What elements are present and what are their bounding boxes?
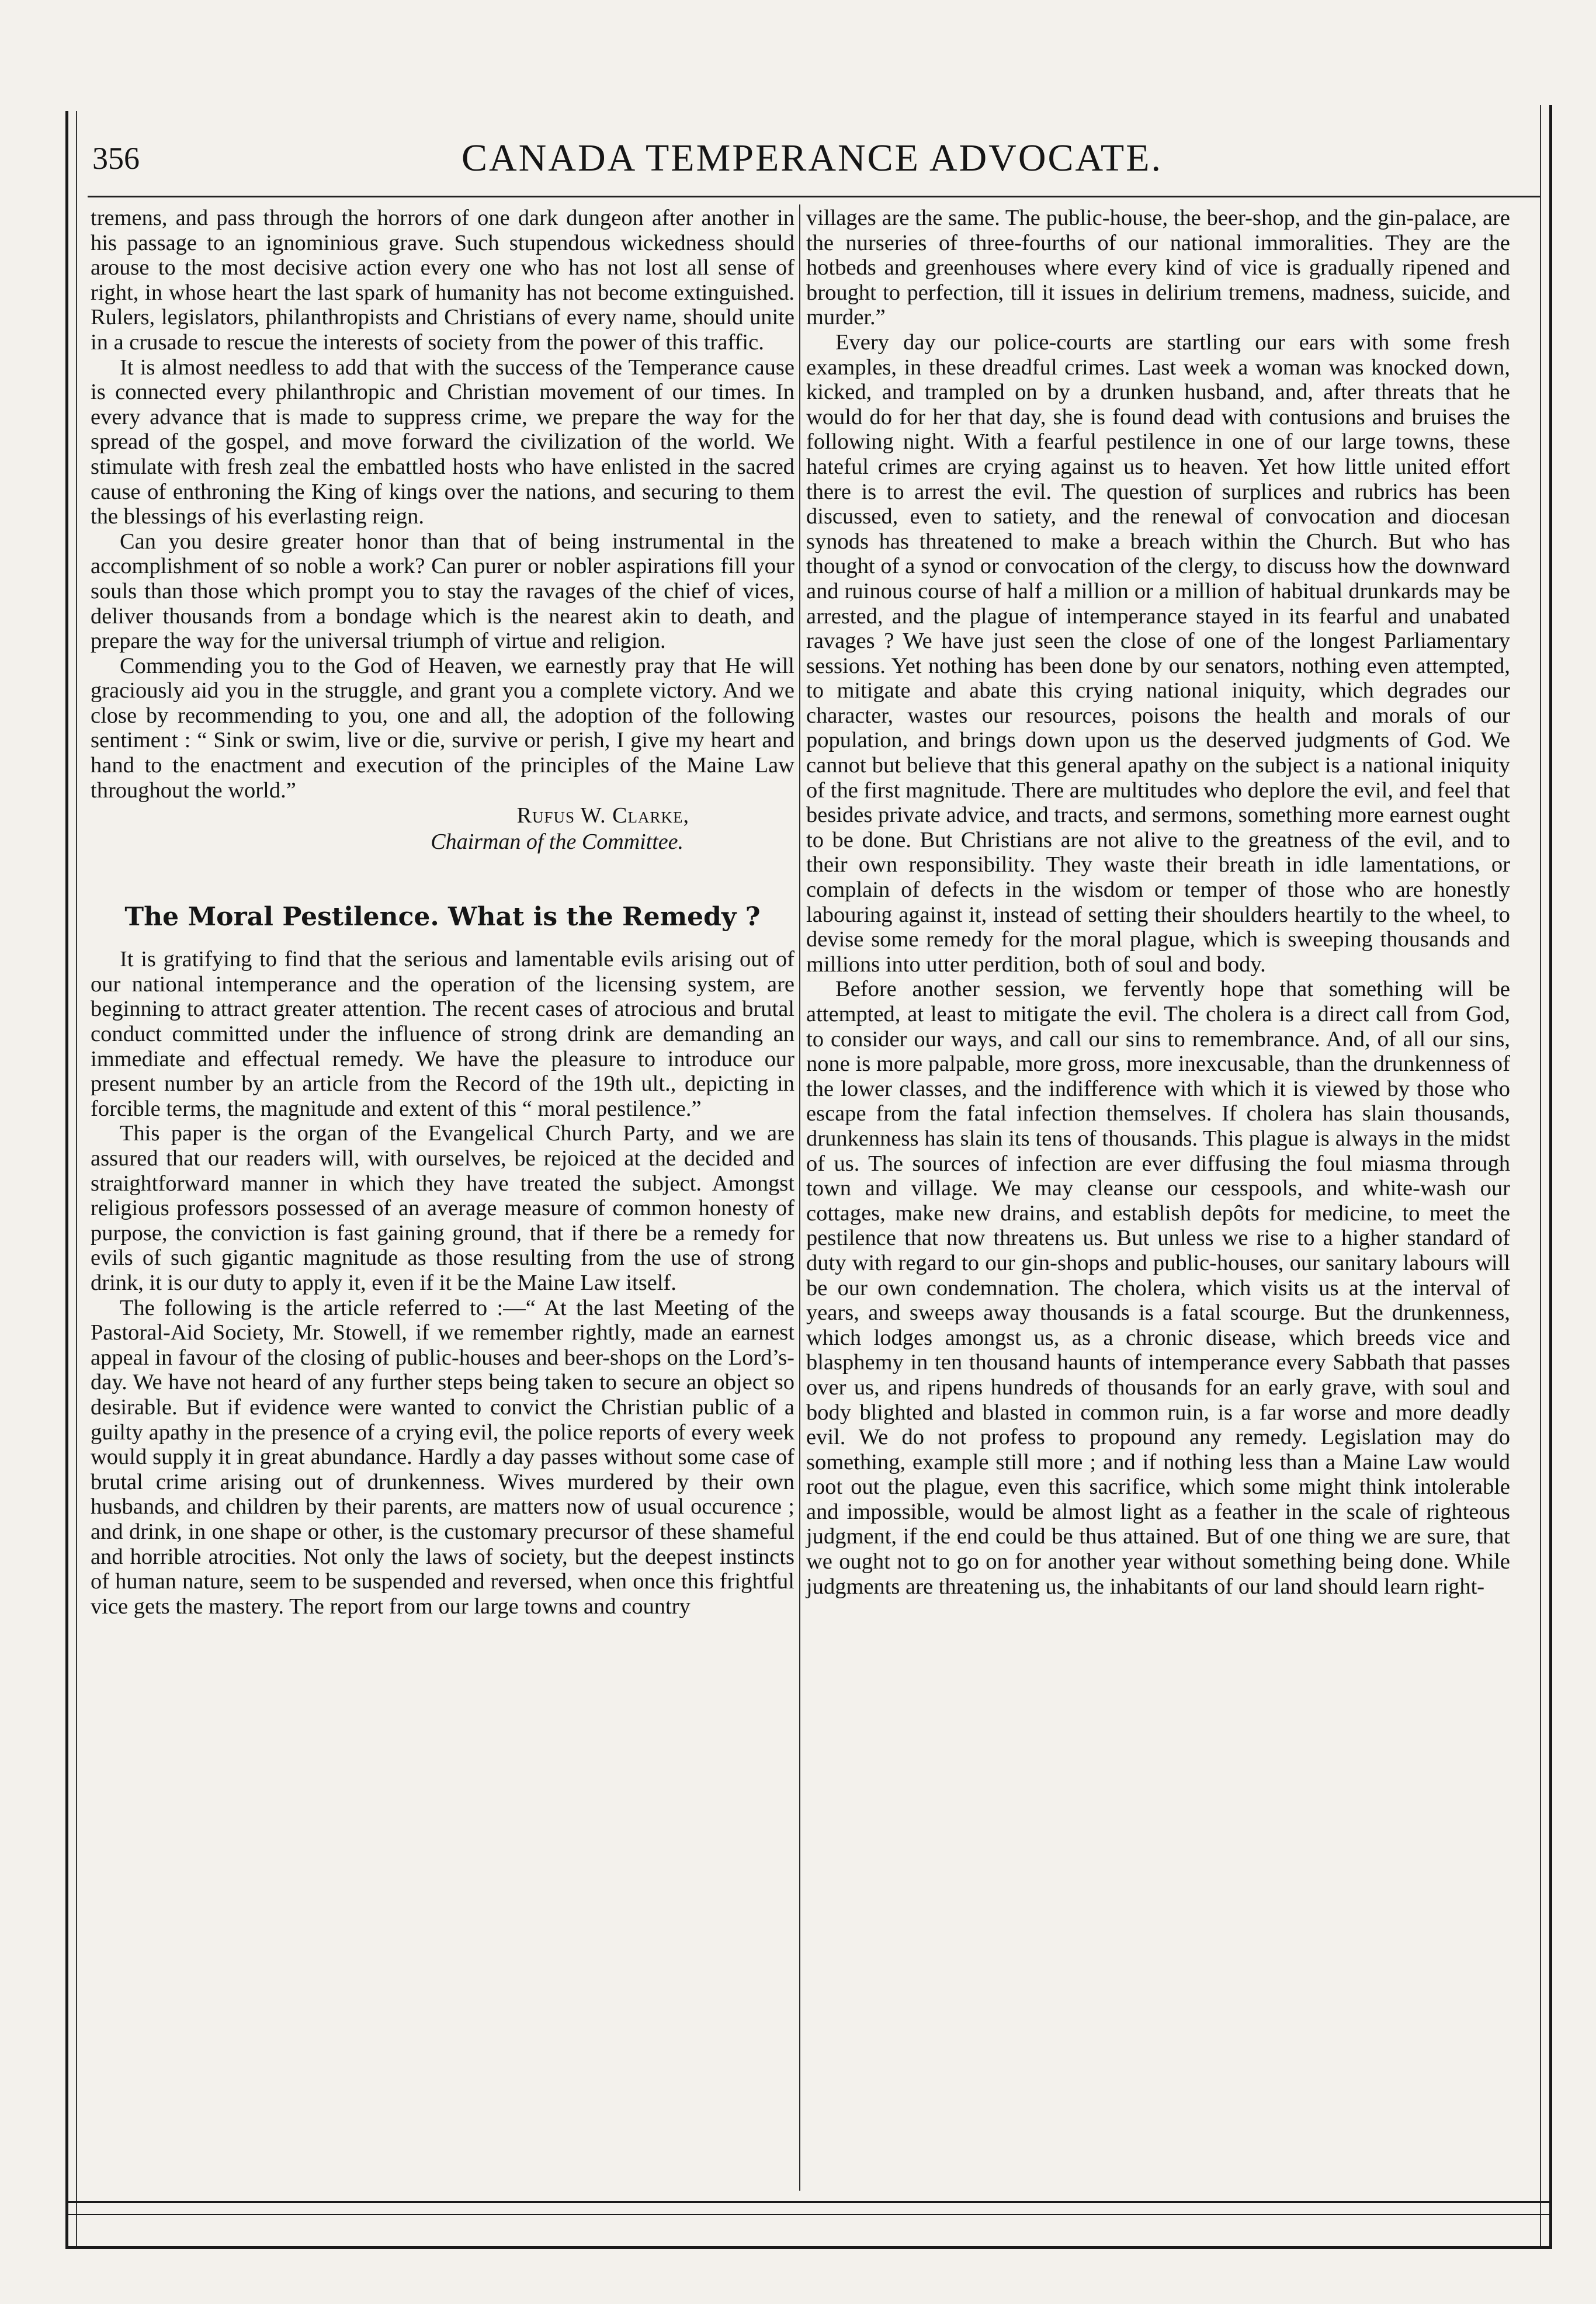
page-header: [88, 131, 1536, 184]
paragraph: It is almost needless to add that with the success of the Temperance cause is connected every philanthropic and Christian movement of our times. In every advance that is made to suppress crime, we prepare the way for the spread of the gospel, and move forward the civilization of the world. We stimulate with fresh zeal the embattled hosts who have enlisted in the sacred cause of enthroning the King of kings over the nations, and securing to them the blessings of his everlasting reign.: [91, 355, 794, 529]
article-heading: The Moral Pestilence. What is the Remedy ?: [124, 902, 761, 932]
signature-block: [91, 803, 794, 855]
paragraph: tremens, and pass through the horrors of one dark dungeon after another in his passage to an ignominious grave. Such stupendous wickedness should arouse to the most decisive action every one who has not lost all sense of right, in whose heart the last spark of humanity has not become extinguished. Rulers, legislators, philanthropists and Christians of every name, should unite in a crusade to rescue the interests of society from the power of this traffic.: [91, 206, 794, 355]
paragraph: Before another session, we fervently hope that something will be attempted, at least to mitigate the evil. The cholera is a direct call from God, to consider our ways, and call our sins to remembrance. And, of all our sins, none is more palpable, more gross, more inexcusable, than the drunkenness of the lower classes, and the indifference with which it is viewed by those who escape from the fatal infection themselves. If cholera has slain thousands, drunkenness has slain its tens of thousands. This plague is always in the midst of us. The sources of infection are ever diffusing the foul miasma through town and village. We may cleanse our cesspools, and white-wash our cottages, make new drains, and establish depôts for medicine, to meet the pestilence that now threatens us. But unless we rise to a higher standard of duty with regard to our gin-shops and public-houses, our sanitary labours will be our own condemnation. The cholera, which visits us at the interval of years, and sweeps away thousands is a fatal scourge. But the drunkenness, which lodges amongst us, as a chronic disease, which breeds vice and blasphemy in ten thousand haunts of intemperance every Sabbath that passes over us, and ripens hundreds of thousands for an early grave, with soul and body blighted and blasted in common ruin, is a far worse and more deadly evil. We do not profess to propound any remedy. Legislation may do something, example still more ; and if nothing less than a Maine Law would root out the plague, even this sacrifice, which some might think intolerable and impossible, would be almost light as a feather in the scale of righteous judgment, if the end could be thus attained. But of one thing we are sure, that we ought not to go on for another year without something being done. While judgments are threatening us, the inhabitants of our land should learn right-: [806, 977, 1510, 1599]
bottom-rule-2: [65, 2214, 1552, 2215]
paragraph: It is gratifying to find that the serious and lamentable evils arising out of our national intemperance and the operation of the licensing system, are beginning to attract greater attention. The recent cases of atrocious and brutal conduct committed under the influence of strong drink are demanding an immediate and effectual remedy. We have the pleasure to introduce our present number by an article from the Record of the 19th ult., depicting in forcible terms, the magnitude and extent of this “ moral pestilence.”: [91, 947, 794, 1121]
paragraph: Every day our police-courts are startling our ears with some fresh examples, in these dreadful crimes. Last week a woman was knocked down, kicked, and trampled on by a drunken husband, and, after threats that he would do for her that day, she is found dead with contusions and bruises the following night. With a fearful pestilence in one of our large towns, these hateful crimes are crying against us to heaven. Yet how little united effort there is to arrest the evil. The question of surplices and rubrics has been discussed, even to satiety, and the renewal of convocation and diocesan synods has threatened to make a breach within the Church. But who has thought of a synod or convocation of the clergy, to discuss how the downward and ruinous course of half a million or a million of habitual drunkards may be arrested, and the plague of intemperance stayed in its fearful and unabated ravages ? We have just seen the close of one of the longest Parliamentary sessions. Yet nothing has been done by our senators, nothing even attempted, to mitigate and abate this crying national iniquity, which degrades our character, wastes our resources, poisons the health and morals of our population, and brings down upon us the deserved judgments of God. We cannot but believe that this general apathy on the subject is a national iniquity of the first magnitude. There are multitudes who deplore the evil, and feel that besides private advice, and tracts, and sermons, something more earnest ought to be done. But Christians are not alive to the greatness of the evil, and to their own responsibility. They waste their breath in idle lamentations, or complain of defects in the wisdom or temper of those who are honestly labouring against it, instead of setting their shoulders heartily to the wheel, to devise some remedy for the moral plague, which is sweeping thousands and millions into utter perdition, both of soul and body.: [806, 329, 1510, 977]
right-border-rule: [1549, 105, 1552, 2249]
right-column: [806, 206, 1510, 1599]
running-title: CANADA TEMPERANCE ADVOCATE.: [461, 137, 1163, 179]
header-rule: [88, 196, 1540, 197]
paragraph: villages are the same. The public-house, the beer-shop, and the gin-palace, are the nurseries of three-fourths of our national immoralities. They are the hotbeds and greenhouses where every kind of vice is gradually ripened and brought to perfection, till it issues in delirium tremens, madness, suicide, and murder.”: [806, 206, 1510, 330]
left-column: [91, 206, 794, 1619]
paragraph: This paper is the organ of the Evangelical Church Party, and we are assured that our readers will, with ourselves, be rejoiced at the decided and straightforward manner in which they have treated the subject. Amongst religious professors possessed of an average measure of common honesty of purpose, the conviction is fast gaining ground, that if there be a remedy for evils of such gigantic magnitude as those resulting from the use of strong drink, it is our duty to apply it, even if it be the Maine Law itself.: [91, 1121, 794, 1295]
page-number: 356: [92, 141, 140, 176]
signature-name: Rufus W. Clarke,: [516, 803, 689, 828]
bottom-rule: [65, 2201, 1552, 2203]
column-divider: [799, 204, 800, 2191]
right-border-inner-rule: [1540, 105, 1541, 2249]
bottom-border-rule: [65, 2246, 1552, 2249]
left-border-inner-rule: [76, 111, 77, 2249]
paragraph: Commending you to the God of Heaven, we earnestly pray that He will graciously aid you in the struggle, and grant you a complete victory. And we close by recommending to you, one and all, the adoption of the following sentiment : “ Sink or swim, live or die, survive or perish, I give my heart and hand to the enactment and execution of the principles of the Maine Law throughout the world.”: [91, 653, 794, 803]
paragraph: Can you desire greater honor than that of being instrumental in the accomplishment of so noble a work? Can purer or nobler aspirations fill your souls than those which prompt you to stay the ravages of the chief of vices, deliver thousands from a bondage which is the nearest akin to death, and prepare the way for the universal triumph of virtue and religion.: [91, 529, 794, 654]
paragraph: The following is the article referred to :—“ At the last Meeting of the Pastoral-Aid Society, Mr. Stowell, if we remember rightly, made an earnest appeal in favour of the closing of public-houses and beer-shops on the Lord’s-day. We have not heard of any further steps being taken to secure an object so desirable. But if evidence were wanted to convict the Christian public of a guilty apathy in the presence of a crying evil, the police reports of every week would supply it in great abundance. Hardly a day passes without some case of brutal crime arising out of drunkenness. Wives murdered by their own husbands, and children by their parents, are matters now of usual occurence ; and drink, in one shape or other, is the customary precursor of these shameful and horrible atrocities. Not only the laws of society, but the deepest instincts of human nature, seem to be suspended and reversed, when once this frightful vice gets the mastery. The report from our large towns and country: [91, 1295, 794, 1619]
signature-role: Chairman of the Committee.: [431, 830, 683, 855]
left-border-rule: [65, 111, 68, 2249]
